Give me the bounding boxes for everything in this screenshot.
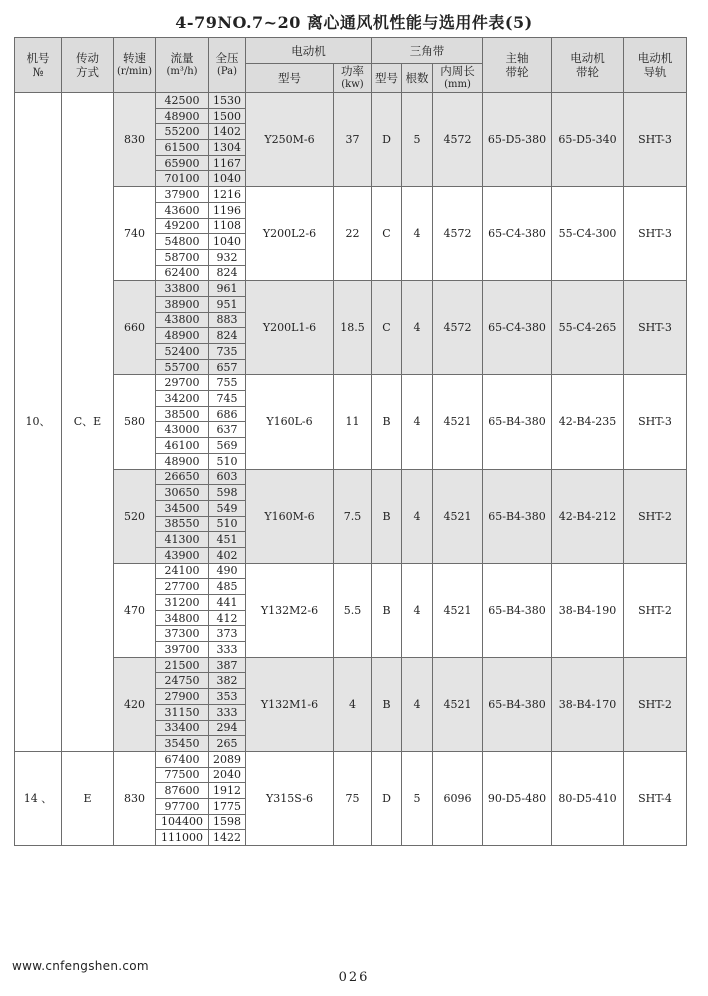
machine-no-cell: 10、 bbox=[15, 93, 62, 752]
pressure-cell: 686 bbox=[209, 406, 246, 422]
flow-cell: 39700 bbox=[156, 642, 209, 658]
col-belt-count: 根数 bbox=[402, 64, 433, 93]
spindle-pulley-cell: 65-C4-380 bbox=[483, 187, 552, 281]
table-row bbox=[15, 657, 687, 673]
motor-power-cell: 7.5 bbox=[334, 469, 372, 563]
motor-pulley-cell: 55-C4-265 bbox=[552, 281, 624, 375]
flow-cell: 26650 bbox=[156, 469, 209, 485]
table-row bbox=[15, 187, 687, 203]
website-url: www.cnfengshen.com bbox=[12, 959, 149, 973]
flow-cell: 30650 bbox=[156, 485, 209, 501]
col-motor-pulley: 电动机 带轮 bbox=[552, 38, 624, 93]
flow-cell: 24750 bbox=[156, 673, 209, 689]
motor-pulley-cell: 55-C4-300 bbox=[552, 187, 624, 281]
belt-type-cell: B bbox=[372, 657, 402, 751]
flow-cell: 46100 bbox=[156, 438, 209, 454]
pressure-cell: 1216 bbox=[209, 187, 246, 203]
spindle-pulley-cell: 65-D5-380 bbox=[483, 93, 552, 187]
speed-cell: 660 bbox=[114, 281, 156, 375]
pressure-cell: 294 bbox=[209, 720, 246, 736]
belt-count-cell: 4 bbox=[402, 657, 433, 751]
belt-count-cell: 5 bbox=[402, 751, 433, 845]
flow-cell: 37900 bbox=[156, 187, 209, 203]
motor-pulley-cell: 42-B4-212 bbox=[552, 469, 624, 563]
flow-cell: 97700 bbox=[156, 798, 209, 814]
pressure-cell: 2089 bbox=[209, 751, 246, 767]
pressure-cell: 265 bbox=[209, 736, 246, 752]
belt-length-cell: 4572 bbox=[433, 187, 483, 281]
flow-cell: 27900 bbox=[156, 689, 209, 705]
motor-rail-cell: SHT-3 bbox=[624, 187, 687, 281]
pressure-cell: 637 bbox=[209, 422, 246, 438]
col-drive: 传动 方式 bbox=[62, 38, 114, 93]
flow-cell: 21500 bbox=[156, 657, 209, 673]
table-row bbox=[15, 563, 687, 579]
motor-power-cell: 4 bbox=[334, 657, 372, 751]
belt-type-cell: B bbox=[372, 469, 402, 563]
belt-type-cell: D bbox=[372, 751, 402, 845]
flow-cell: 54800 bbox=[156, 234, 209, 250]
motor-rail-cell: SHT-3 bbox=[624, 281, 687, 375]
flow-cell: 42500 bbox=[156, 93, 209, 109]
page-title: 4-79NO.7~20 离心通风机性能与选用件表(5) bbox=[175, 13, 533, 32]
fan-spec-table bbox=[14, 37, 687, 846]
pressure-cell: 510 bbox=[209, 516, 246, 532]
motor-power-cell: 18.5 bbox=[334, 281, 372, 375]
pressure-cell: 961 bbox=[209, 281, 246, 297]
col-belt-type: 型号 bbox=[372, 64, 402, 93]
motor-power-cell: 11 bbox=[334, 375, 372, 469]
flow-cell: 34500 bbox=[156, 500, 209, 516]
belt-length-cell: 4521 bbox=[433, 375, 483, 469]
pressure-cell: 657 bbox=[209, 359, 246, 375]
flow-cell: 38550 bbox=[156, 516, 209, 532]
spindle-pulley-cell: 65-B4-380 bbox=[483, 657, 552, 751]
flow-cell: 48900 bbox=[156, 453, 209, 469]
flow-cell: 27700 bbox=[156, 579, 209, 595]
pressure-cell: 1912 bbox=[209, 783, 246, 799]
flow-cell: 52400 bbox=[156, 344, 209, 360]
flow-cell: 87600 bbox=[156, 783, 209, 799]
spindle-pulley-cell: 65-B4-380 bbox=[483, 563, 552, 657]
flow-cell: 29700 bbox=[156, 375, 209, 391]
table-body bbox=[15, 93, 687, 846]
pressure-cell: 451 bbox=[209, 532, 246, 548]
flow-cell: 43900 bbox=[156, 547, 209, 563]
pressure-cell: 1530 bbox=[209, 93, 246, 109]
pressure-cell: 333 bbox=[209, 642, 246, 658]
belt-type-cell: D bbox=[372, 93, 402, 187]
flow-cell: 37300 bbox=[156, 626, 209, 642]
belt-count-cell: 5 bbox=[402, 93, 433, 187]
col-group-vbelt: 三角带 bbox=[372, 38, 483, 64]
speed-cell: 580 bbox=[114, 375, 156, 469]
pressure-cell: 755 bbox=[209, 375, 246, 391]
motor-power-cell: 75 bbox=[334, 751, 372, 845]
col-group-motor: 电动机 bbox=[246, 38, 372, 64]
col-motor-model: 型号 bbox=[246, 64, 334, 93]
belt-type-cell: C bbox=[372, 281, 402, 375]
flow-cell: 41300 bbox=[156, 532, 209, 548]
pressure-cell: 402 bbox=[209, 547, 246, 563]
flow-cell: 43800 bbox=[156, 312, 209, 328]
motor-pulley-cell: 65-D5-340 bbox=[552, 93, 624, 187]
pressure-cell: 598 bbox=[209, 485, 246, 501]
motor-model-cell: Y315S-6 bbox=[246, 751, 334, 845]
col-speed: 转速 (r/min) bbox=[114, 38, 156, 93]
belt-length-cell: 4521 bbox=[433, 563, 483, 657]
belt-count-cell: 4 bbox=[402, 563, 433, 657]
pressure-cell: 382 bbox=[209, 673, 246, 689]
pressure-cell: 485 bbox=[209, 579, 246, 595]
pressure-cell: 883 bbox=[209, 312, 246, 328]
pressure-cell: 387 bbox=[209, 657, 246, 673]
flow-cell: 31150 bbox=[156, 704, 209, 720]
col-motor-rail: 电动机 导轨 bbox=[624, 38, 687, 93]
table-row bbox=[15, 751, 687, 767]
belt-length-cell: 4521 bbox=[433, 469, 483, 563]
belt-length-cell: 4572 bbox=[433, 93, 483, 187]
table-row bbox=[15, 281, 687, 297]
col-machine-no: 机号 № bbox=[15, 38, 62, 93]
pressure-cell: 412 bbox=[209, 610, 246, 626]
flow-cell: 48900 bbox=[156, 328, 209, 344]
pressure-cell: 1108 bbox=[209, 218, 246, 234]
flow-cell: 33400 bbox=[156, 720, 209, 736]
speed-cell: 470 bbox=[114, 563, 156, 657]
flow-cell: 34800 bbox=[156, 610, 209, 626]
motor-pulley-cell: 42-B4-235 bbox=[552, 375, 624, 469]
spindle-pulley-cell: 65-B4-380 bbox=[483, 375, 552, 469]
motor-rail-cell: SHT-2 bbox=[624, 563, 687, 657]
pressure-cell: 1304 bbox=[209, 140, 246, 156]
pressure-cell: 1422 bbox=[209, 830, 246, 846]
col-spindle-pulley: 主轴 带轮 bbox=[483, 38, 552, 93]
motor-model-cell: Y200L1-6 bbox=[246, 281, 334, 375]
col-flow: 流量 (m³/h) bbox=[156, 38, 209, 93]
motor-power-cell: 5.5 bbox=[334, 563, 372, 657]
flow-cell: 48900 bbox=[156, 108, 209, 124]
flow-cell: 70100 bbox=[156, 171, 209, 187]
pressure-cell: 2040 bbox=[209, 767, 246, 783]
table-header bbox=[15, 38, 687, 93]
belt-type-cell: C bbox=[372, 187, 402, 281]
belt-length-cell: 4521 bbox=[433, 657, 483, 751]
flow-cell: 62400 bbox=[156, 265, 209, 281]
pressure-cell: 1775 bbox=[209, 798, 246, 814]
motor-rail-cell: SHT-4 bbox=[624, 751, 687, 845]
table-row bbox=[15, 375, 687, 391]
pressure-cell: 549 bbox=[209, 500, 246, 516]
pressure-cell: 1500 bbox=[209, 108, 246, 124]
flow-cell: 77500 bbox=[156, 767, 209, 783]
belt-length-cell: 4572 bbox=[433, 281, 483, 375]
pressure-cell: 569 bbox=[209, 438, 246, 454]
belt-type-cell: B bbox=[372, 563, 402, 657]
pressure-cell: 490 bbox=[209, 563, 246, 579]
pressure-cell: 1167 bbox=[209, 155, 246, 171]
flow-cell: 24100 bbox=[156, 563, 209, 579]
speed-cell: 830 bbox=[114, 93, 156, 187]
pressure-cell: 603 bbox=[209, 469, 246, 485]
table-row bbox=[15, 93, 687, 109]
pressure-cell: 1196 bbox=[209, 202, 246, 218]
col-pressure: 全压 (Pa) bbox=[209, 38, 246, 93]
pressure-cell: 1040 bbox=[209, 234, 246, 250]
speed-cell: 420 bbox=[114, 657, 156, 751]
pressure-cell: 353 bbox=[209, 689, 246, 705]
pressure-cell: 951 bbox=[209, 296, 246, 312]
motor-rail-cell: SHT-3 bbox=[624, 93, 687, 187]
spindle-pulley-cell: 65-B4-380 bbox=[483, 469, 552, 563]
flow-cell: 67400 bbox=[156, 751, 209, 767]
flow-cell: 35450 bbox=[156, 736, 209, 752]
pressure-cell: 1040 bbox=[209, 171, 246, 187]
belt-count-cell: 4 bbox=[402, 187, 433, 281]
pressure-cell: 333 bbox=[209, 704, 246, 720]
pressure-cell: 735 bbox=[209, 344, 246, 360]
motor-pulley-cell: 38-B4-170 bbox=[552, 657, 624, 751]
motor-rail-cell: SHT-2 bbox=[624, 469, 687, 563]
flow-cell: 55200 bbox=[156, 124, 209, 140]
motor-pulley-cell: 80-D5-410 bbox=[552, 751, 624, 845]
flow-cell: 38900 bbox=[156, 296, 209, 312]
flow-cell: 65900 bbox=[156, 155, 209, 171]
machine-no-cell: 14 、 bbox=[15, 751, 62, 845]
pressure-cell: 510 bbox=[209, 453, 246, 469]
motor-power-cell: 37 bbox=[334, 93, 372, 187]
flow-cell: 61500 bbox=[156, 140, 209, 156]
motor-rail-cell: SHT-3 bbox=[624, 375, 687, 469]
table-row bbox=[15, 469, 687, 485]
col-motor-power: 功率 (kw) bbox=[334, 64, 372, 93]
flow-cell: 49200 bbox=[156, 218, 209, 234]
flow-cell: 38500 bbox=[156, 406, 209, 422]
pressure-cell: 1598 bbox=[209, 814, 246, 830]
motor-model-cell: Y160M-6 bbox=[246, 469, 334, 563]
spindle-pulley-cell: 65-C4-380 bbox=[483, 281, 552, 375]
belt-type-cell: B bbox=[372, 375, 402, 469]
motor-model-cell: Y160L-6 bbox=[246, 375, 334, 469]
speed-cell: 830 bbox=[114, 751, 156, 845]
motor-power-cell: 22 bbox=[334, 187, 372, 281]
col-belt-length: 内周长 (mm) bbox=[433, 64, 483, 93]
belt-count-cell: 4 bbox=[402, 469, 433, 563]
flow-cell: 33800 bbox=[156, 281, 209, 297]
flow-cell: 55700 bbox=[156, 359, 209, 375]
pressure-cell: 932 bbox=[209, 249, 246, 265]
motor-model-cell: Y132M1-6 bbox=[246, 657, 334, 751]
motor-rail-cell: SHT-2 bbox=[624, 657, 687, 751]
pressure-cell: 824 bbox=[209, 328, 246, 344]
flow-cell: 34200 bbox=[156, 391, 209, 407]
flow-cell: 111000 bbox=[156, 830, 209, 846]
flow-cell: 58700 bbox=[156, 249, 209, 265]
flow-cell: 104400 bbox=[156, 814, 209, 830]
flow-cell: 43600 bbox=[156, 202, 209, 218]
pressure-cell: 373 bbox=[209, 626, 246, 642]
speed-cell: 520 bbox=[114, 469, 156, 563]
pressure-cell: 824 bbox=[209, 265, 246, 281]
pressure-cell: 1402 bbox=[209, 124, 246, 140]
flow-cell: 31200 bbox=[156, 595, 209, 611]
pressure-cell: 745 bbox=[209, 391, 246, 407]
speed-cell: 740 bbox=[114, 187, 156, 281]
page-number: 026 bbox=[338, 970, 370, 985]
motor-model-cell: Y200L2-6 bbox=[246, 187, 334, 281]
belt-count-cell: 4 bbox=[402, 281, 433, 375]
flow-cell: 43000 bbox=[156, 422, 209, 438]
drive-cell: E bbox=[62, 751, 114, 845]
belt-length-cell: 6096 bbox=[433, 751, 483, 845]
motor-model-cell: Y250M-6 bbox=[246, 93, 334, 187]
motor-pulley-cell: 38-B4-190 bbox=[552, 563, 624, 657]
spindle-pulley-cell: 90-D5-480 bbox=[483, 751, 552, 845]
drive-cell: C、E bbox=[62, 93, 114, 752]
belt-count-cell: 4 bbox=[402, 375, 433, 469]
pressure-cell: 441 bbox=[209, 595, 246, 611]
motor-model-cell: Y132M2-6 bbox=[246, 563, 334, 657]
